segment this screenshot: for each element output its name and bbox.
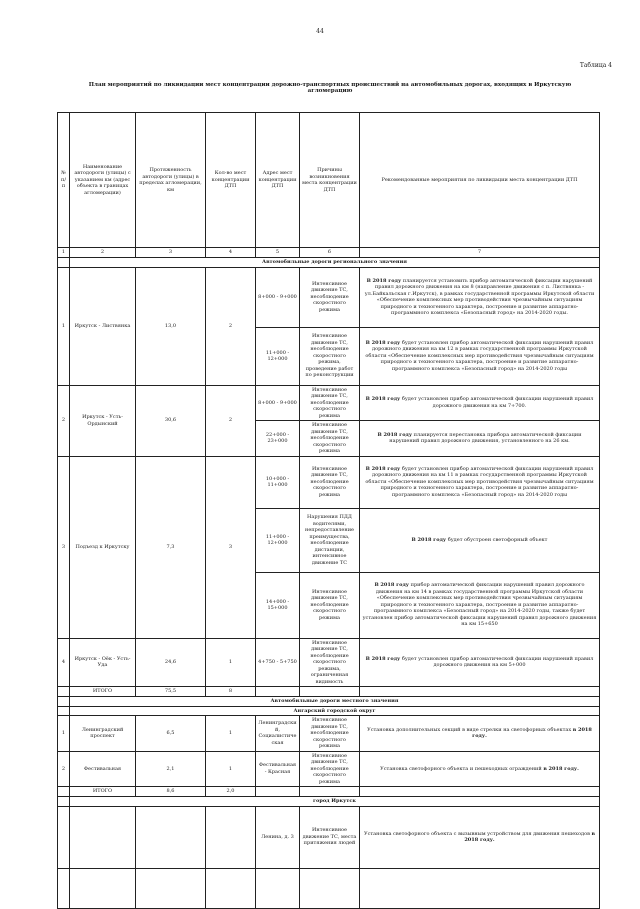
table-row bbox=[58, 638, 600, 687]
table-row bbox=[58, 267, 600, 327]
place-measure bbox=[360, 456, 600, 508]
place-count: 3 bbox=[206, 456, 256, 638]
place-address: 11+000 - 12+000 bbox=[256, 327, 300, 385]
row-number: 1 bbox=[58, 267, 70, 385]
col-number: 2 bbox=[70, 248, 136, 258]
place-measure bbox=[360, 751, 600, 787]
row-number: 2 bbox=[58, 751, 70, 787]
total-count: 8 bbox=[206, 687, 256, 697]
row-number: 2 bbox=[58, 385, 70, 456]
place-reason: Интенсивное движение ТС, несоблюдение скоростного режима bbox=[300, 751, 360, 787]
header-address: Адрес мест концентрации ДТП bbox=[256, 113, 300, 248]
col-number: 1 bbox=[58, 248, 70, 258]
road-length: 2,1 bbox=[136, 751, 206, 787]
table-header-row bbox=[58, 113, 600, 248]
measure-year: В 2018 году bbox=[374, 582, 410, 589]
total-label: ИТОГО bbox=[70, 787, 136, 797]
table-row bbox=[58, 385, 600, 421]
total-row bbox=[58, 687, 600, 697]
road-length: 6,5 bbox=[136, 716, 206, 752]
measure-text: планируется перестановка прибора автоматической фиксации нарушений правил дорожного движения, установленного на 26 км. bbox=[389, 431, 582, 445]
col-number: 3 bbox=[136, 248, 206, 258]
place-address: 14+000 - 15+000 bbox=[256, 572, 300, 638]
road-length: 7,3 bbox=[136, 456, 206, 638]
place-measure bbox=[360, 267, 600, 327]
row-number: 3 bbox=[58, 456, 70, 638]
measure-year: в 2018 году. bbox=[464, 830, 595, 843]
place-reason: Интенсивное движение ТС, несоблюдение скоростного режима bbox=[300, 716, 360, 752]
measure-year: в 2018 году. bbox=[472, 726, 592, 740]
road-length: 13,0 bbox=[136, 267, 206, 385]
section-row bbox=[58, 257, 600, 267]
measures-table bbox=[57, 112, 600, 909]
measure-text: будет обустроен светофорный объект bbox=[446, 536, 548, 543]
place-measure bbox=[360, 806, 600, 868]
measure-year: в 2018 году. bbox=[543, 765, 579, 772]
place-measure bbox=[360, 385, 600, 421]
table-row bbox=[58, 751, 600, 787]
road-name: Иркутск - Оёк - Усть-Уда bbox=[70, 638, 136, 687]
place-address: Фестивальная - Красная bbox=[256, 751, 300, 787]
place-count: 2 bbox=[206, 385, 256, 456]
place-reason: Интенсивное движение ТС, несоблюдение скоростного режима bbox=[300, 267, 360, 327]
col-number: 5 bbox=[256, 248, 300, 258]
section-irkutsk: город Иркутск bbox=[70, 797, 600, 807]
col-number: 4 bbox=[206, 248, 256, 258]
section-row bbox=[58, 697, 600, 707]
measure-text: будет установлен прибор автоматической фиксации нарушений правил дорожного движения на км 7+700. bbox=[400, 396, 594, 409]
column-number-row bbox=[58, 248, 600, 258]
total-count: 2,0 bbox=[206, 787, 256, 797]
measure-text: Установка дополнительных секций в виде стрелки на светофорных объектах bbox=[367, 726, 573, 733]
place-address: 4+750 - 5+750 bbox=[256, 638, 300, 687]
header-count: Кол-во мест концентрации ДТП bbox=[206, 113, 256, 248]
place-address: 22+000 - 23+000 bbox=[256, 421, 300, 457]
place-address: 10+000 - 11+000 bbox=[256, 456, 300, 508]
place-measure bbox=[360, 638, 600, 687]
place-address: 11+000 - 12+000 bbox=[256, 508, 300, 572]
total-label: ИТОГО bbox=[70, 687, 136, 697]
col-number: 6 bbox=[300, 248, 360, 258]
road-length: 24,6 bbox=[136, 638, 206, 687]
header-road: Наименование автодороги (улицы) с указанием км (адрес объекта в границах агломерации) bbox=[70, 113, 136, 248]
table-row bbox=[58, 456, 600, 508]
place-reason: Интенсивное движение ТС, несоблюдение скоростного режима bbox=[300, 572, 360, 638]
col-number: 7 bbox=[360, 248, 600, 258]
measure-text: будет установлен прибор автоматической фиксации нарушений правил дорожного движения на км 5+000 bbox=[400, 655, 594, 669]
section-angarsk: Ангарский городской округ bbox=[70, 706, 600, 716]
place-measure bbox=[360, 327, 600, 385]
total-length: 75,5 bbox=[136, 687, 206, 697]
measure-year: В 2018 году bbox=[366, 277, 402, 284]
measure-year: В 2018 году bbox=[411, 536, 447, 543]
place-count: 1 bbox=[206, 638, 256, 687]
measure-year: В 2018 году bbox=[377, 431, 413, 438]
row-number: 4 bbox=[58, 638, 70, 687]
place-measure bbox=[360, 716, 600, 752]
place-reason: Интенсивное движение ТС, несоблюдение скоростного режима bbox=[300, 456, 360, 508]
place-measure bbox=[360, 421, 600, 457]
table-row bbox=[58, 806, 600, 868]
section-row bbox=[58, 797, 600, 807]
road-name: Иркутск - Усть-Ордынский bbox=[70, 385, 136, 456]
place-reason: Нарушения ПДД водителями, непредоставление преимущества, несоблюдение дистанции, интенсивное движение ТС bbox=[300, 508, 360, 572]
place-reason: Интенсивное движение ТС, места притяжения людей bbox=[300, 806, 360, 868]
measure-text: Установка светофорного объекта с вызывным устройством для движения пешеходов bbox=[364, 830, 592, 837]
place-address: 8+000 - 9+000 bbox=[256, 385, 300, 421]
measure-year: В 2018 году bbox=[365, 655, 401, 662]
page-title: План мероприятий по ликвидации мест концентрации дорожно-транспортных происшествий на автомобильных дорогах, входящих в Иркутскую агломерацию bbox=[88, 82, 572, 94]
table-row bbox=[58, 868, 600, 908]
place-reason: Интенсивное движение ТС, несоблюдение скоростного режима bbox=[300, 385, 360, 421]
place-reason: Интенсивное движение ТС, несоблюдение скоростного режима, проведение работ по реконструкции bbox=[300, 327, 360, 385]
place-address: 8+000 - 9+000 bbox=[256, 267, 300, 327]
place-count: 1 bbox=[206, 716, 256, 752]
measure-text: прибор автоматической фиксации нарушений правил дорожного движения на км 14 в рамках государственной программы Иркутской области «Обеспечение комплексных мер противодействия чрезвычайным ситуациям природного и техногенного характера, построение и развитие аппаратно-программного комплекса «Безопасный город» на 2014-2020 годы, также будет установлен прибор автоматической фиксации нарушений правил дорожного движения на км 15+650 bbox=[362, 582, 597, 628]
measure-text: Установка светофорного объекта и пешеходных ограждений bbox=[380, 765, 544, 772]
place-address: Ленина, д. 3 bbox=[256, 806, 300, 868]
place-reason: Интенсивное движение ТС, несоблюдение скоростного режима, ограниченная видимость bbox=[300, 638, 360, 687]
header-measures: Рекомендованные мероприятия по ликвидации места концентрации ДТП bbox=[360, 113, 600, 248]
section-local: Автомобильные дороги местного значения bbox=[70, 697, 600, 707]
total-length: 8,6 bbox=[136, 787, 206, 797]
place-reason: Интенсивное движение ТС, несоблюдение скоростного режима bbox=[300, 421, 360, 457]
measure-year: В 2018 году bbox=[365, 339, 401, 346]
header-reasons: Причины возникновения места концентрации ДТП bbox=[300, 113, 360, 248]
section-regional: Автомобильные дороги регионального значения bbox=[70, 257, 600, 267]
section-row bbox=[58, 706, 600, 716]
measure-text: будет установлен прибор автоматической фиксации нарушений правил дорожного движения на км 12 в рамках государственной программы Иркутской области «Обеспечение комплексных мер противодействия чрезвычайным ситуациям природного и техногенного характера, построение и развитие аппаратно-программного комплекса «Безопасный город» на 2014-2020 годы bbox=[365, 339, 594, 372]
measure-year: В 2018 году bbox=[365, 396, 401, 403]
road-name: Подъезд к Иркутску bbox=[70, 456, 136, 638]
road-name: Иркутск - Листвянка bbox=[70, 267, 136, 385]
place-measure bbox=[360, 508, 600, 572]
road-length: 30,6 bbox=[136, 385, 206, 456]
measure-text: будет установлен прибор автоматической фиксации нарушений правил дорожного движения на км 11 в рамках государственной программы Иркутской области «Обеспечение комплексных мер противодействия чрезвычайным ситуациям природного и техногенного характера, построение и развитие аппаратно-программного комплекса «Безопасный город» на 2014-2020 годы bbox=[365, 465, 594, 498]
place-count: 2 bbox=[206, 267, 256, 385]
road-name: Фестивальная bbox=[70, 751, 136, 787]
page-number: 44 bbox=[316, 28, 324, 35]
header-num: № п/п bbox=[58, 113, 70, 248]
measure-text: планируется установить прибор автоматической фиксации нарушений правил дорожного движения на км 8 (направление движения с п. Листвянка - ул.Байкальская г.Иркутск), в рамках государственной программы Иркутской области «Обеспечение комплексных мер противодействия чрезвычайным ситуациям природного и техногенного характера, построение и развитие аппаратно-программного комплекса «Безопасный город» на 2014-2020 годы. bbox=[364, 277, 595, 316]
header-length: Протяженность автодороги (улицы) в пределах агломерации, км bbox=[136, 113, 206, 248]
total-row bbox=[58, 787, 600, 797]
place-count: 1 bbox=[206, 751, 256, 787]
table-label: Таблица 4 bbox=[579, 62, 612, 69]
row-number: 1 bbox=[58, 716, 70, 752]
road-name: Ленинградский проспект bbox=[70, 716, 136, 752]
measure-year: В 2018 году bbox=[365, 465, 401, 472]
table-row bbox=[58, 716, 600, 752]
place-measure bbox=[360, 572, 600, 638]
place-address: Ленинградский, Социалистическая bbox=[256, 716, 300, 752]
